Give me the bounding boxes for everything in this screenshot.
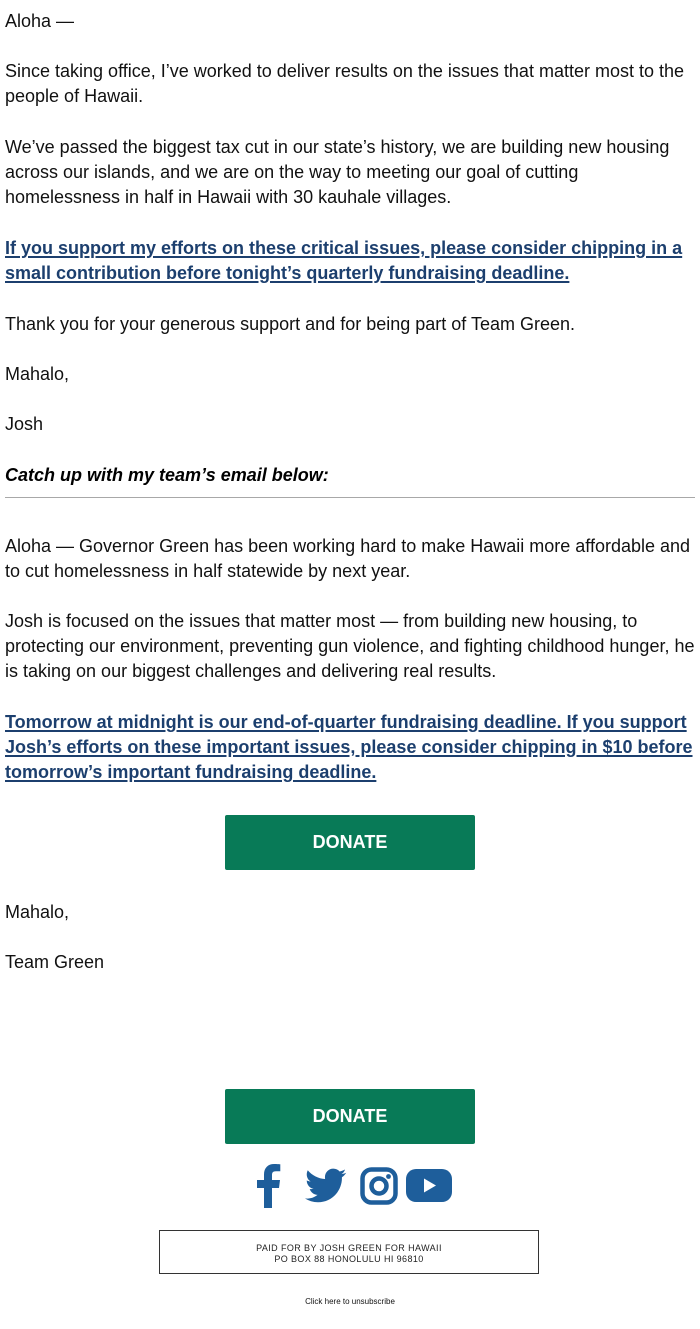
team-intro-paragraph: Aloha — Governor Green has been working hard to make Hawaii more affordable and to cut homelessness in half statewide by next year. — [5, 536, 691, 581]
twitter-icon[interactable] — [305, 1168, 347, 1204]
greeting: Aloha — — [5, 11, 75, 31]
deadline-link-paragraph — [5, 710, 697, 785]
divider — [5, 497, 695, 498]
thanks-paragraph: Thank you for your generous support and for being part of Team Green. — [5, 314, 576, 334]
unsubscribe-link[interactable]: Click here to unsubscribe — [305, 1297, 395, 1306]
signature: Josh — [5, 414, 44, 434]
closing: Mahalo, — [5, 364, 70, 384]
paid-for-line-2: PO BOX 88 HONOLULU HI 96810 — [274, 1254, 424, 1264]
team-focus-paragraph: Josh is focused on the issues that matter most — from building new housing, to protecting our environment, preventing gun violence, and fighting childhood hunger, he is taking on our biggest challenges and delivering real results. — [5, 611, 695, 681]
facebook-icon[interactable] — [254, 1164, 282, 1208]
footer-donate-button[interactable]: DONATE — [225, 1089, 475, 1144]
paid-for-disclaimer — [159, 1230, 539, 1274]
instagram-icon[interactable] — [360, 1167, 398, 1205]
team-closing: Mahalo, — [5, 902, 70, 922]
intro-paragraph: Since taking office, I’ve worked to deliver results on the issues that matter most to the people of Hawaii. — [5, 61, 684, 106]
contribution-link[interactable]: If you support my efforts on these critical issues, please consider chipping in a small contribution before tonight’s quarterly fundraising deadline. — [5, 238, 683, 283]
social-links — [0, 1164, 700, 1208]
contribution-link-paragraph — [5, 236, 697, 286]
team-signature: Team Green — [5, 952, 105, 972]
accomplishments-paragraph: We’ve passed the biggest tax cut in our state’s history, we are building new housing across our islands, and we are on the way to meeting our goal of cutting homelessness in half in Hawaii with 30 kauhale villages. — [5, 137, 670, 207]
youtube-icon[interactable] — [406, 1169, 452, 1202]
donate-button[interactable]: DONATE — [225, 815, 475, 870]
paid-for-line-1: PAID FOR BY JOSH GREEN FOR HAWAII — [256, 1243, 442, 1253]
deadline-link[interactable]: Tomorrow at midnight is our end-of-quarter fundraising deadline. If you support Josh’s efforts on these important issues, please consider chipping in $10 before tomorrow’s important fundraising deadline. — [5, 712, 693, 782]
catch-up-heading: Catch up with my team’s email below: — [5, 465, 329, 485]
